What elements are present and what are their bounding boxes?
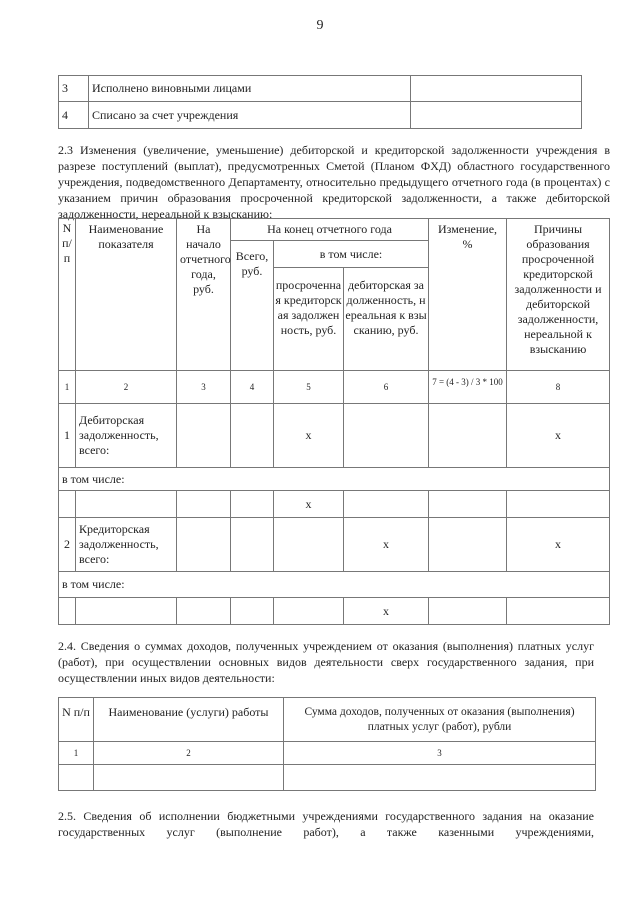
top-table <box>58 75 582 129</box>
table-row: 3 Исполнено виновными лицами <box>59 76 582 102</box>
table-row <box>59 765 596 791</box>
table-row: 4 Списано за счет учреждения <box>59 102 582 129</box>
table-row: x <box>59 491 610 518</box>
paid-services-table: N п/п Наименование (услуги) работы Сумма доходов, полученных от оказания (выполнения) платных услуг (работ), рубли 1 2 3 <box>58 697 596 791</box>
table-row: x <box>59 598 610 625</box>
page-number: 9 <box>316 18 324 33</box>
table-row: 2 Кредиторская задолженность, всего: x x <box>59 518 610 572</box>
section-2-5-text: 2.5. Сведения об исполнении бюджетными учреждениями государственного задания на оказание государственных услуг (выполнение работ), а также казенными учреждениями, <box>58 809 594 839</box>
section-2-4-text: 2.4. Сведения о суммах доходов, полученных учреждением от оказания (выполнения) платных услуг (работ), при осуществлении основных видов деятельности сверх государственного задания, при осуществлении иных видов деятельности: <box>58 639 594 685</box>
section-2-3-text: 2.3 Изменения (увеличение, уменьшение) дебиторской и кредиторской задолженности учреждения в разрезе поступлений (выплат), предусмотренных Сметой (Планом ФХД) областного государственного учреждения, подведомственного Департаменту, относительно предыдущего отчетного года (в процентах) с указанием причин образования просроченной кредиторской задолженности, а также дебиторской задолженности, нереальной к взысканию: <box>58 143 610 221</box>
column-numbers-row: 1 2 3 4 5 6 7 = (4 - 3) / 3 * 100 8 <box>59 371 610 404</box>
debt-changes-table: N п/п Наименование показателя На начало отчетного года, руб. На конец отчетного года Изменение, % Причины образования просроченной кредиторской задолженности и дебиторской задолженности, нереальной к взысканию Всего, руб. в том числе: просроченная кредиторская задолженность, руб. дебиторская задолженность, нереальная к взысканию, руб. 1 2 3 4 5 6 7 = (4 - 3) / 3 * 100 8 1 Дебиторская задолженность, всего: x x в том числе: x 2 Кредиторская задолженность, всего: x x в том числе: x <box>58 218 610 625</box>
table-row: 1 Дебиторская задолженность, всего: x x <box>59 404 610 468</box>
